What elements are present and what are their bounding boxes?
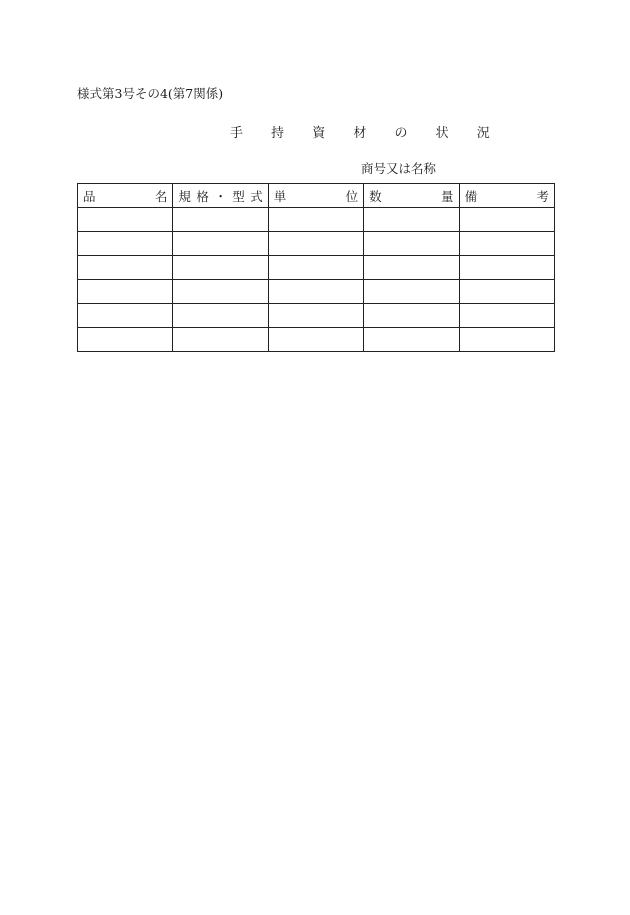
cell-remarks[interactable] [459, 232, 554, 256]
cell-spec[interactable] [173, 256, 268, 280]
cell-item-name[interactable] [78, 304, 173, 328]
header-unit [268, 184, 363, 208]
cell-unit[interactable] [268, 328, 363, 352]
cell-remarks[interactable] [459, 328, 554, 352]
header-item-name [78, 184, 173, 208]
cell-spec[interactable] [173, 280, 268, 304]
header-quantity-char: 量 [441, 188, 454, 204]
cell-quantity[interactable] [364, 232, 459, 256]
cell-unit[interactable] [268, 304, 363, 328]
header-unit-char: 位 [345, 188, 359, 204]
cell-item-name[interactable] [78, 280, 173, 304]
header-spec-char: 規 [178, 188, 191, 204]
cell-spec[interactable] [173, 208, 268, 232]
header-spec [173, 184, 268, 208]
header-remarks-char: 考 [536, 188, 549, 204]
cell-item-name[interactable] [78, 232, 173, 256]
header-quantity-char: 数 [369, 188, 382, 204]
cell-unit[interactable] [268, 280, 363, 304]
cell-spec[interactable] [173, 328, 268, 352]
cell-remarks[interactable] [459, 208, 554, 232]
cell-spec[interactable] [173, 304, 268, 328]
cell-unit[interactable] [268, 208, 363, 232]
header-spec-char: 型 [232, 188, 245, 204]
table-row [78, 328, 555, 352]
cell-remarks[interactable] [459, 280, 554, 304]
header-remarks [459, 184, 554, 208]
cell-unit[interactable] [268, 232, 363, 256]
materials-table [77, 183, 555, 352]
header-spec-char: 格 [196, 188, 209, 204]
header-item-name-char: 名 [154, 188, 168, 204]
cell-quantity[interactable] [364, 256, 459, 280]
table-row [78, 208, 555, 232]
company-name-label: 商号又は名称 [361, 161, 437, 176]
table-row [78, 280, 555, 304]
form-number: 様式第3号その4(第7関係) [77, 86, 224, 101]
cell-unit[interactable] [268, 256, 363, 280]
cell-spec[interactable] [173, 232, 268, 256]
table-row [78, 256, 555, 280]
cell-item-name[interactable] [78, 208, 173, 232]
document-title: 手 持 資 材 の 状 況 [230, 126, 502, 141]
header-item-name-char: 品 [83, 188, 96, 204]
header-unit-char: 単 [273, 188, 287, 204]
cell-quantity[interactable] [364, 208, 459, 232]
cell-item-name[interactable] [78, 328, 173, 352]
cell-remarks[interactable] [459, 304, 554, 328]
table-row [78, 304, 555, 328]
header-spec-char: ・ [214, 188, 227, 204]
table-row [78, 232, 555, 256]
cell-quantity[interactable] [364, 328, 459, 352]
cell-quantity[interactable] [364, 280, 459, 304]
cell-remarks[interactable] [459, 256, 554, 280]
header-quantity [364, 184, 459, 208]
cell-quantity[interactable] [364, 304, 459, 328]
header-remarks-char: 備 [464, 188, 478, 204]
header-spec-char: 式 [250, 188, 263, 204]
table-header-row [78, 184, 555, 208]
cell-item-name[interactable] [78, 256, 173, 280]
